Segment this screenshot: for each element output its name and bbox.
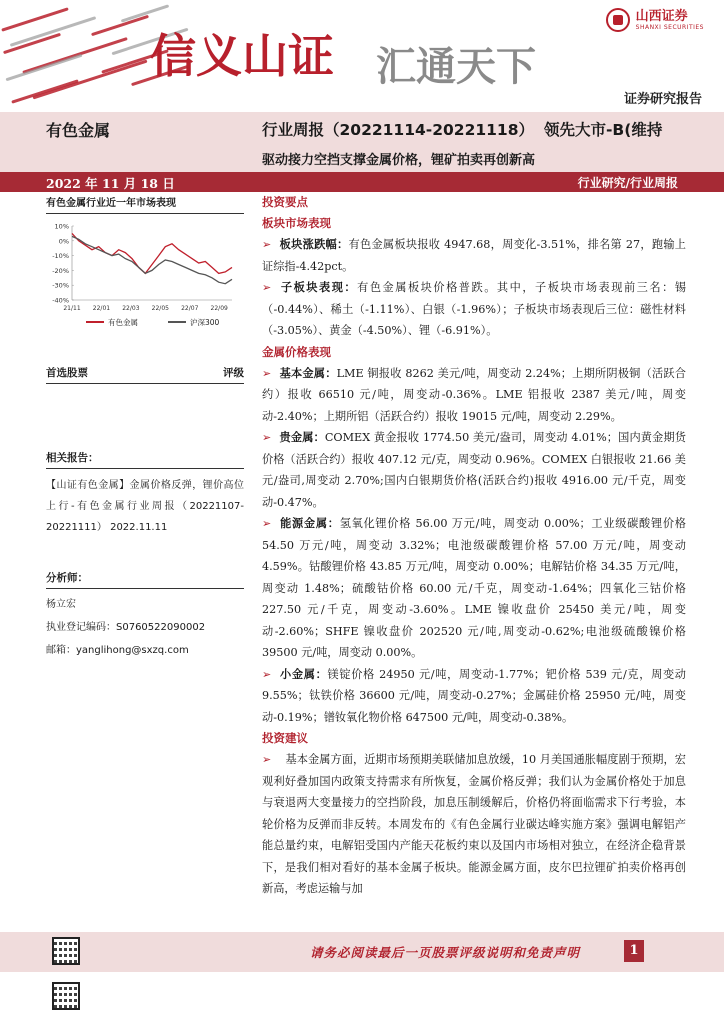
paragraph-precious-metals: ➢ 贵金属：COMEX 黄金报收 1774.50 美元/盎司，周变动 4.01%；国内黄金期货价格（活跃合约）报收 407.12 元/克，周变动 0.96%。COMEX 白银报收 21.66 美元/盎司,周变动 2.70%;国内白银期货价格(活跃合约)报收 4916.00 元/千克，周变动-0.47%。 [262,431,686,509]
analyst-name: 杨立宏 [46,599,76,610]
main-content [262,192,686,900]
x-tick-label: 22/05 [151,305,169,312]
decorative-streak [121,4,169,22]
analyst-license: 执业登记编码：S0760522090002 [46,622,206,633]
bullet-icon: ➢ [262,431,272,444]
market-performance-chart [46,214,244,344]
report-date: 2022 年 11 月 18 日 [46,176,175,191]
x-tick-label: 22/07 [181,305,199,312]
decorative-streak [5,54,82,82]
decorative-streak [91,15,149,36]
decorative-streak [11,79,79,103]
title-band [0,112,724,172]
header-banner [0,0,724,112]
analyst-email[interactable]: 邮箱：yanglihong@sxzq.com [46,645,189,656]
related-reports-title: 相关报告： [46,450,244,469]
report-type: 证券研究报告 [623,92,702,107]
x-tick-label: 22/01 [92,305,111,312]
legend-label: 有色金属 [108,318,138,327]
bullet-icon: ➢ [262,517,272,530]
slogan-red: 信义山证 [150,29,334,83]
analyst-title: 分析师： [46,568,244,589]
report-category: 行业研究/行业周报 [577,176,678,190]
page-number: 1 [624,940,644,962]
y-tick-label: 10% [54,222,69,231]
paragraph-minor-metals: ➢ 小金属：镁锭价格 24950 元/吨，周变动-1.77%；钯价格 539 元/克，周变动 9.55%；钛铁价格 36600 元/吨，周变动-0.27%；金属硅价格 25950 元/吨，周变动-0.19%；镨钕氧化物价格 647500 元/吨，周变动-0.38%。 [262,667,686,724]
preferred-stocks-label: 首选股票 [46,367,88,379]
brand-logo-icon [606,8,630,32]
paragraph-advice: ➢ 基本金属方面，近期市场预期美联储加息放缓，10 月美国通胀幅度剧于预期，宏观利好叠加国内政策支持需求有所恢复，金属价格反弹；我们认为金属价格处于加息与衰退两大变量接力的空挡阶段，加息压制缓解后，价格仍将面临需求下行考验，本轮价格为反弹而非反转。本周发布的《有色金属行业碳达峰实施方案》强调电解铝产能总量约束，电解铝受国内产能天花板约束以及国内市场相对独立，在经济企稳背景下，是我们相对看好的基本金属子板块。能源金属方面，皮尔巴拉锂矿拍卖价格再创新高，考虑运输与加 [262,753,686,895]
y-tick-label: -10% [52,252,69,261]
brand-logo [606,8,704,32]
slogan-grey: 汇通天下 [376,43,536,88]
section-metal-prices: 金属价格表现 [262,344,331,359]
related-report-link[interactable]: 【山证有色金属】金属价格反弹，锂价高位上行-有色金属行业周报（20221107-20221111） 2022.11.11 [46,480,244,533]
y-tick-label: -20% [52,266,69,275]
bullet-icon: ➢ [262,281,272,294]
disclaimer-note: 请务必阅读最后一页股票评级说明和免责声明 [310,945,581,960]
paragraph-sector-change: ➢ 板块涨跌幅：有色金属板块报收 4947.68，周变化-3.51%，排名第 27，跑输上证综指-4.42pct。 [262,238,686,273]
section-sector-performance: 板块市场表现 [262,216,331,230]
rating-column-label: 评级 [223,367,244,379]
report-title: 行业周报（20221114-20221118） [262,121,534,139]
y-tick-label: -30% [52,281,69,290]
x-tick-label: 22/09 [210,305,228,312]
qr-code-icon [52,937,80,965]
brand-name-en: SHANXI SECURITIES [635,23,704,31]
paragraph-subsector: ➢ 子板块表现：有色金属板块价格普跌。其中，子板块市场表现前三名：锡（-0.44%）、稀土（-1.11%）、白银（-1.96%）；子板块市场表现后三位：磁性材料（-3.05%）、黄金（-4.50%）、锂（-6.91%）。 [262,281,686,337]
sidebar [46,192,244,656]
section-investment-highlights: 投资要点 [262,195,308,209]
paragraph-energy-metals: ➢ 能源金属：氢氧化锂价格 56.00 万元/吨，周变动 0.00%；工业级碳酸锂价格 54.50 万元/吨，周变动 3.32%；电池级碳酸锂价格 57.00 万元/吨，周变动 4.59%。钴酸锂价格 43.85 万元/吨，周变动 0.00%；电解钴价格 34.35 万元/吨，周变动 1.48%；硫酸钴价格 60.00 元/千克，周变动-1.64%；四氧化三钴价格 227.50 元/千克，周变动-3.60%。LME 镍收盘价 25450 美元/吨，周变动-2.60%；SHFE 镍收盘价 202520 元/吨,周变动-0.62%;电池级硫酸镍价格 39500 元/吨，周变动 0.00%。 [262,517,686,659]
x-tick-label: 22/03 [122,305,140,312]
brand-name-cn: 山西证券 [635,8,688,24]
chart-svg [46,214,244,344]
bullet-icon: ➢ [262,667,272,681]
bullet-icon: ➢ [262,753,272,766]
industry-rating: 领先大市-B(维持 [544,121,663,139]
series-line [72,233,232,273]
preferred-stocks-header [46,365,244,384]
report-subtitle: 驱动接力空挡支撑金属价格，锂矿拍卖再创新高 [262,153,536,168]
chart-title: 有色金属行业近一年市场表现 [46,192,244,214]
analyst-info [46,568,244,662]
date-bar [0,172,724,192]
y-tick-label: 0% [58,237,69,246]
series-line [72,236,232,283]
legend-label: 沪深300 [190,318,220,327]
y-tick-label: -40% [52,296,69,305]
paragraph-base-metals: ➢ 基本金属：LME 铜报收 8262 美元/吨，周变动 2.24%；上期所阴极铜（活跃合约）报收 66510 元/吨，周变动-0.36%。LME 铝报收 2387 美元/吨，周变动-2.40%；上期所铝（活跃合约）报收 19015 元/吨，周变动 2.29%。 [262,366,686,423]
section-investment-advice: 投资建议 [262,731,308,745]
industry-name: 有色金属 [46,121,111,140]
bullet-icon: ➢ [262,366,272,380]
x-tick-label: 21/11 [63,305,81,312]
qr-code-icon [52,982,80,1010]
slogan-graphic [150,22,590,88]
bullet-icon: ➢ [262,238,272,251]
related-reports [46,450,244,538]
